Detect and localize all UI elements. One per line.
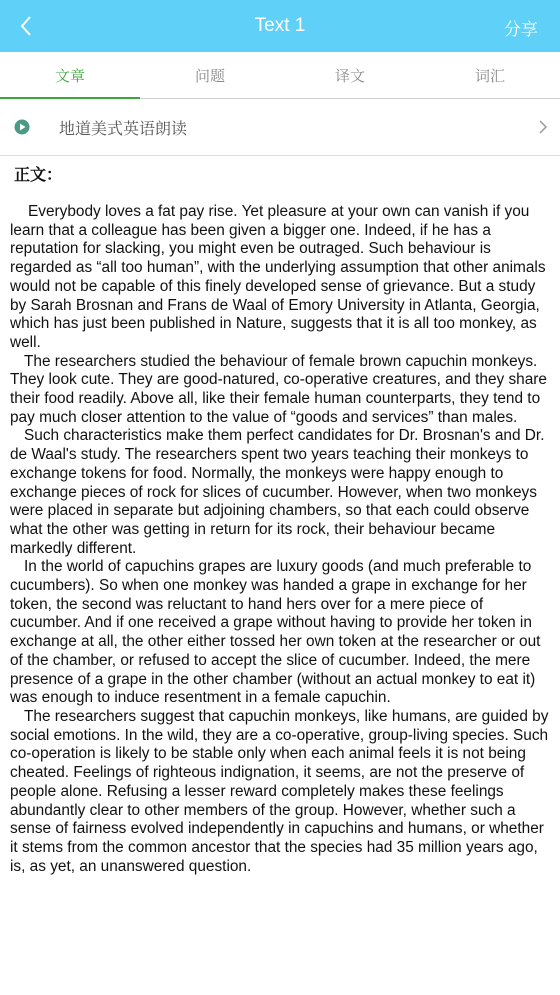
play-icon (14, 119, 30, 135)
tab-vocabulary[interactable]: 词汇 (474, 66, 505, 85)
audio-reading-row[interactable] (0, 99, 560, 156)
share-button[interactable]: 分享 (504, 20, 538, 40)
section-title: 正文： (14, 165, 63, 184)
tab-article[interactable]: 文章 (0, 52, 140, 98)
article-paragraph: The researchers studied the behaviour of female brown capuchin monkeys. They look cute. They are good-natured, co-operative creatures, and they share their food readily. Above all, like their female human counterparts, they tend to pay much closer attention to the value of “goods and services” than males. (10, 352, 547, 426)
audio-label: 地道美式英语朗读 (59, 118, 188, 138)
article-paragraph: The researchers suggest that capuchin monkeys, like humans, are guided by social emotions. In the wild, they are a co-operative, group-living species. Such co-operation is likely to be stable only when each animal feels it is not being cheated. Feelings of righteous indignation, it seems, are not the preserve of people alone. Refusing a lesser reward completely makes these feelings abundantly clear to other members of the group. However, whether such a sense of fairness evolved independently in capuchins and humans, or whether it stems from the common ancestor that the species had 35 million years ago, is, as yet, an unanswered question. (10, 707, 549, 875)
chevron-right-icon (538, 119, 548, 135)
article-paragraph: In the world of capuchins grapes are luxury goods (and much preferable to cucumbers). So when one monkey was handed a grape in exchange for her token, the second was reluctant to hand hers over for a mere piece of cucumber. And if one received a grape without having to provide her token in exchange at all, the other either tossed her own token at the researcher or out of the chamber, or refused to accept the slice of cucumber. Indeed, the mere presence of a grape in the other chamber (without an actual monkey to eat it) was enough to induce resentment in a female capuchin. (10, 558, 541, 707)
tab-translation[interactable]: 译文 (334, 66, 365, 85)
back-button[interactable] (12, 12, 40, 40)
article-body (0, 190, 560, 876)
chevron-left-icon (19, 15, 33, 37)
tab-bar (0, 52, 560, 99)
article-paragraph: Such characteristics make them perfect candidates for Dr. Brosnan's and Dr. de Waal's study. The researchers spent two years teaching their monkeys to exchange tokens for food. Normally, the monkeys were happy enough to exchange pieces of rock for slices of cucumber. However, when two monkeys were placed in separate but adjoining chambers, so that each could observe what the other was getting in return for its rock, their behaviour became markedly different. (10, 427, 545, 557)
article-paragraph: Everybody loves a fat pay rise. Yet pleasure at your own can vanish if you learn that a colleague has been given a bigger one. Indeed, if he has a reputation for slacking, you might even be outraged. Such behaviour is regarded as “all too human”, with the underlying assumption that other animals would not be capable of this finely developed sense of grievance. But a study by Sarah Brosnan and Frans de Waal of Emory University in Atlanta, Georgia, which has just been published in Nature, suggests that it is all too monkey, as well. (10, 203, 546, 351)
page-title: Text 1 (254, 15, 306, 36)
top-bar (0, 0, 560, 52)
tab-questions[interactable]: 问题 (194, 66, 225, 85)
